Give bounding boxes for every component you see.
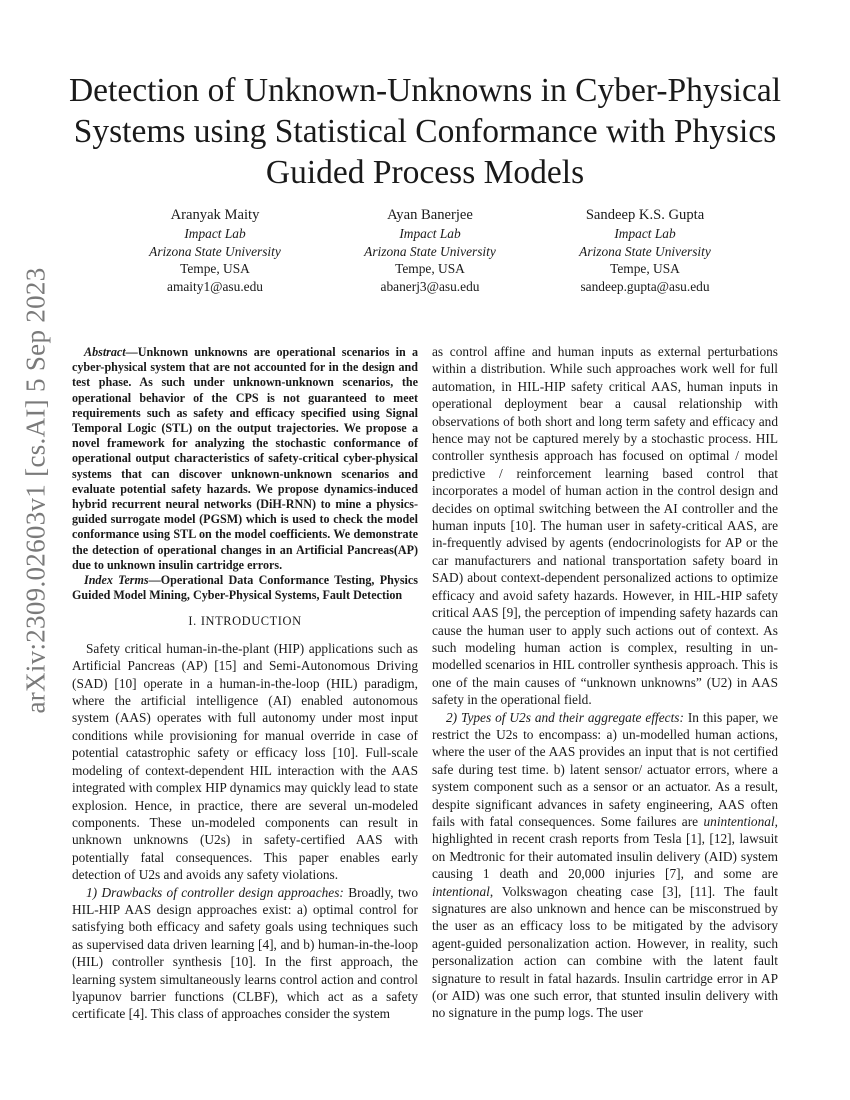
index-terms-text: —Operational Data Conformance Testing, Physics Guided Model Mining, Cyber-Physical Systems, Fault Detection [72,573,418,603]
subsection-text: Broadly, two HIL-HIP AAS design approaches exist: a) optimal control for satisfying both efficacy and safety goals using techniques such as supervised data driven learning [4], and b) human-in-the-loop (HIL) controller synthesis [10]. In the first approach, the learning system simultaneously learns control action and control lyapunov barrier functions (CLBF), which act as a safety certificate [4]. This class of approaches consider the system [72,884,418,1022]
left-column [72,345,418,1023]
author-location: Tempe, USA [395,261,465,276]
abstract-text: —Unknown unknowns are operational scenarios in a cyber-physical system that are not accounted for in the design and test phase. As such under unknown-unknown scenarios, the operational behavior of the CPS is not guaranteed to meet requirements such as safety and efficacy specified using Signal Temporal Logic (STL) on the output trajectories. We propose a novel framework for analyzing the stochastic conformance of operational output characteristics of safety-critical cyber-physical systems that can discover unknown-unknown scenarios and evaluate potential safety hazards. We propose dynamics-induced hybrid recurrent neural networks (DiH-RNN) to mine a physics-guided surrogate model (PGSM) which is used to check the model conformance using STL on the model coefficients. We demonstrate the detection of operational changes in an Artificial Pancreas(AP) due to unknown insulin cartridge errors. [72,345,418,572]
author-name: Sandeep K.S. Gupta [585,207,705,223]
abstract [72,345,418,603]
section-number: I. [188,614,197,629]
subsection-text: , highlighted in recent crash reports from Tesla [1], [12], lawsuit on Medtronic for their automated insulin delivery (AID) system causing 1 death and 20,000 injuries [7], and some are [432,813,778,882]
author-lab: Impact Lab [184,226,246,241]
subsection-heading: 2) Types of U2s and their aggregate effects: [446,709,684,725]
author-location: Tempe, USA [180,261,250,276]
subsection-heading: 1) Drawbacks of controller design approaches: [86,884,344,900]
section-heading [72,613,418,630]
arxiv-stamp [14,266,58,714]
emphasis-unintentional: unintentional [703,813,775,829]
author-lab: Impact Lab [399,226,461,241]
author-university: Arizona State University [149,243,281,259]
author-email: sandeep.gupta@asu.edu [580,278,710,294]
author-2 [325,206,535,295]
subsection-text: , Volkswagon cheating case [3], [11]. The fault signatures are also unknown and hence can be misconstrued by the user as an efficacy loss to be mitigated by the advisory agent-guided personalization action. However, in reality, such personalization action can combine with the latent fault signature to result in fatal hazards. Insulin cartridge error in AP (or AID) was one such error, that stunted insulin delivery with no signature in the pump logs. The user [432,883,778,1021]
section-title: INTRODUCTION [200,614,302,629]
author-3 [540,206,750,295]
subsection-drawbacks [72,884,418,1023]
emphasis-intentional: intentional [432,883,490,899]
subsection-u2-types [432,709,778,1022]
author-lab: Impact Lab [614,226,676,241]
arxiv-stamp-text: arXiv:2309.02603v1 [cs.AI] 5 Sep 2023 [20,266,51,714]
author-location: Tempe, USA [610,261,680,276]
author-email: amaity1@asu.edu [167,278,263,294]
abstract-label: Abstract [84,345,126,359]
author-university: Arizona State University [364,243,496,259]
index-terms [72,573,418,603]
abstract-paragraph [72,345,418,573]
index-terms-label: Index Terms [84,573,149,588]
intro-paragraph: Safety critical human-in-the-plant (HIP) applications such as Artificial Pancreas (AP) [15] and Semi-Autonomous Driving (SAD) [10] operate in a human-in-the-loop (HIL) paradigm, where the artificial intelligence (AI) enabled autonomous system (AAS) operates with full autonomy under most input conditions while provisioning for manual override in case of potential catastrophic safety or efficacy loss [10]. Full-scale modeling of context-dependent HIL interaction with the AAS integrated with complex HIP dynamics may quickly lead to state explosion. Hence, in practice, there are several un-modeled components. These un-modeled components can result in unknown unknowns (U2s) in safety-certified AAS with potentially fatal consequences. This paper enables early detection of U2s and avoids any safety violations. [72,640,418,883]
right-column [432,343,778,1022]
author-name: Aranyak Maity [170,207,260,223]
author-name: Ayan Banerjee [387,207,473,223]
paper-title: Detection of Unknown-Unknowns in Cyber-Physical Systems using Statistical Conformance with Physics Guided Process Models [68,72,782,191]
continued-paragraph: as control affine and human inputs as external perturbations within a distribution. While such approaches work well for full automation, in HIL-HIP safety critical AAS, human inputs in operational deployment bear a causal relationship with observations of both short and long term safety and efficacy and hence may not be captured merely by a stochastic process. HIL controller synthesis approach has focused on optimal / model predictive / reinforcement learning based control that incorporates a model of human action in the control design and decides on optimal switching between the AI controller and the human inputs [10]. The human user in safety-critical AAS, are in-frequently advised by agents (endocrinologists for AP or the car manufacturers and national transportation safety board in SAD) about context-dependent personalized actions to optimize efficacy and avoid safety hazards. However, in HIL-HIP safety critical AAS [9], the perception of impending safety hazards can cause the human user to apply such actions out of context. As such modeling human action is complex, resulting in un-modelled scenarios in HIL controller synthesis approach. This is one of the main causes of “unknown unknowns” (U2) in AAS safety in the operational field. [432,344,778,708]
author-email: abanerj3@asu.edu [380,278,480,294]
author-1 [110,206,320,295]
author-block [110,206,750,295]
author-university: Arizona State University [579,243,711,259]
subsection-text: In this paper, we restrict the U2s to encompass: a) un-modelled human actions, where the user of the AAS provides an input that is not certified safe during test time. b) latent sensor/ actuator errors, where a system component such as a sensor or an actuator. As a result, despite significant advances in safety engineering, AAS often fails with fatal consequences. Some failures are [432,709,779,829]
